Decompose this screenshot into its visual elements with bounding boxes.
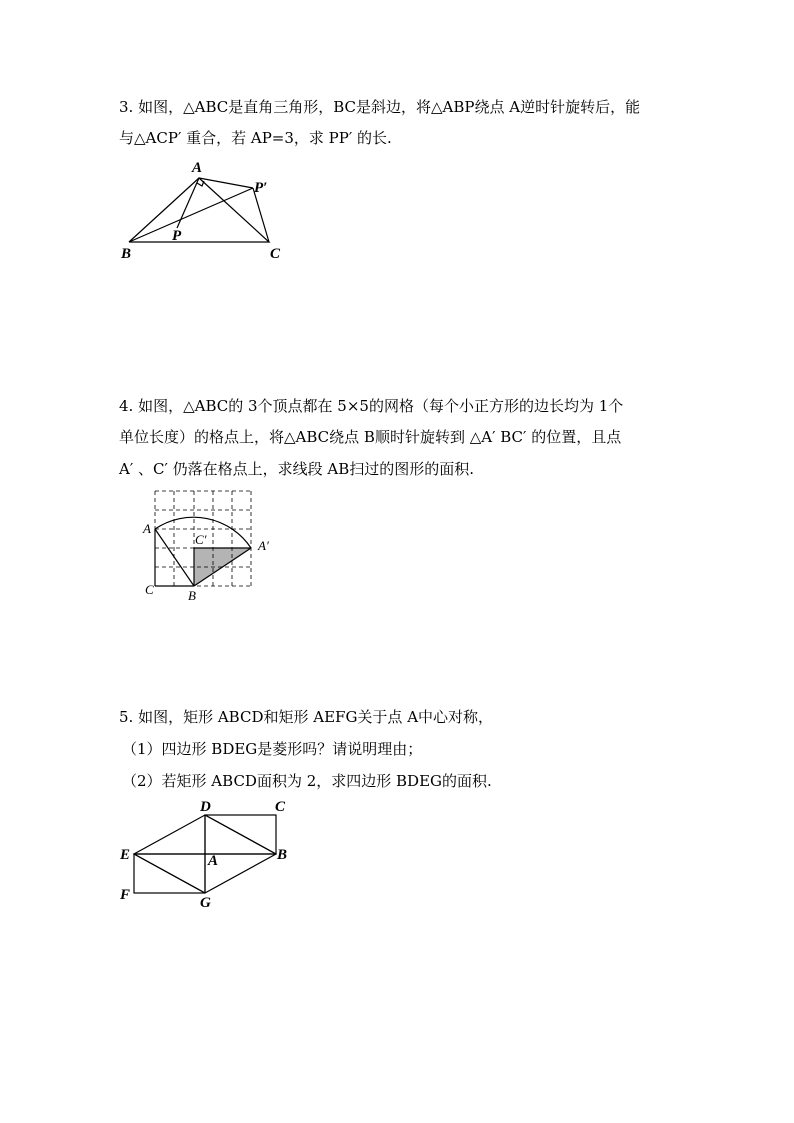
q5-label-c: C	[275, 799, 286, 815]
q4-label-a: A	[143, 521, 151, 536]
q5-text-line-3: （2）若矩形 ABCD面积为 2，求四边形 BDEG的面积.	[122, 772, 492, 790]
q4-figure-grid	[138, 484, 288, 606]
q4-label-c: C	[145, 582, 154, 597]
q5-label-a: A	[208, 853, 219, 869]
q3-text-line-1: 3. 如图，△ABC是直角三角形，BC是斜边，将△ABP绕点 A逆时针旋转后，能	[119, 98, 641, 116]
q4-text-line-3: A′ 、C′ 仍落在格点上，求线段 AB扫过的图形的面积.	[119, 460, 475, 478]
q3-label-a: A	[192, 160, 203, 176]
q5-label-g: G	[200, 895, 211, 910]
q3-label-b: B	[121, 246, 132, 262]
q5-label-b: B	[277, 847, 288, 863]
q4-text-line-2: 单位长度）的格点上，将△ABC绕点 B顺时针旋转到 △A′ BC′ 的位置，且点	[119, 428, 622, 446]
q5-label-f: F	[120, 887, 131, 903]
q5-text-line-2: （1）四边形 BDEG是菱形吗？请说明理由；	[122, 740, 423, 758]
q5-text-line-1: 5. 如图，矩形 ABCD和矩形 AEFG关于点 A中心对称，	[119, 708, 494, 726]
q5-figure-rectangles	[112, 795, 297, 910]
q3-text-line-2: 与△ACP′ 重合，若 AP=3，求 PP′ 的长.	[119, 129, 392, 147]
q4-label-c-prime: C′	[195, 532, 207, 547]
q4-text-line-1: 4. 如图，△ABC的 3个顶点都在 5×5的网格（每个小正方形的边长均为 1个	[119, 397, 624, 415]
q5-label-e: E	[120, 847, 131, 863]
q3-label-p-prime: P′	[254, 180, 268, 196]
q4-label-a-prime: A′	[258, 538, 269, 553]
q4-label-b: B	[188, 588, 196, 603]
q3-figure-triangle	[115, 150, 295, 265]
q3-label-p: P	[172, 228, 182, 244]
q5-label-d: D	[200, 799, 211, 815]
q3-label-c: C	[270, 246, 281, 262]
